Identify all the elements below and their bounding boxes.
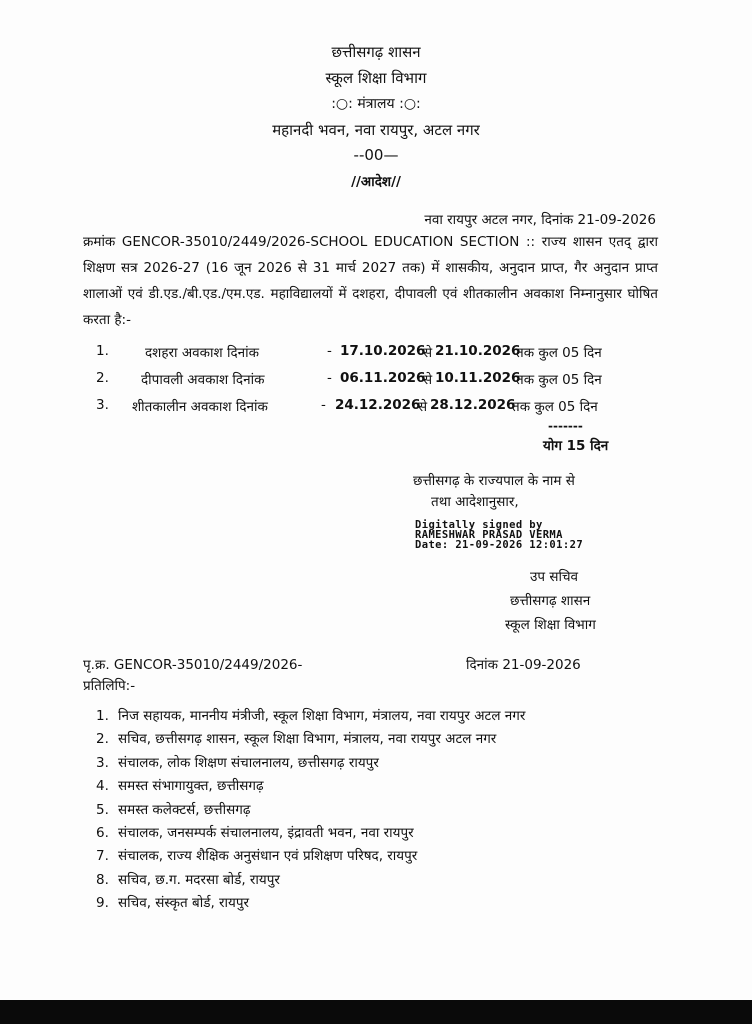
- signatory-dept-1: छत्तीसगढ़ शासन: [510, 593, 591, 609]
- digital-sig-line-2: RAMESHWAR PRASAD VERMA: [415, 529, 563, 541]
- schedule-dash: -: [327, 343, 332, 359]
- ministry-name: :○: मंत्रालय :○:: [331, 96, 421, 112]
- bottom-bar: [0, 1000, 752, 1024]
- list-item: [96, 869, 525, 892]
- list-item-num: 8.: [96, 871, 109, 888]
- list-item: [96, 752, 525, 775]
- schedule-from: 24.12.2026: [335, 397, 421, 413]
- schedule-se: से: [423, 372, 433, 388]
- list-item-num: 1.: [96, 708, 109, 724]
- list-item-text: संचालक, राज्य शैक्षिक अनुसंधान एवं प्रशिक्षण परिषद, रायपुर: [118, 848, 418, 865]
- header-divider: --00—: [353, 146, 399, 164]
- list-item-num: 4.: [96, 778, 109, 795]
- list-item-text: संचालक, जनसम्पर्क संचालनालय, इंद्रावती भवन, नवा रायपुर: [118, 824, 414, 841]
- list-item-num: 7.: [96, 848, 109, 865]
- place-date: नवा रायपुर अटल नगर, दिनांक 21-09-2026: [424, 212, 656, 228]
- governor-line-1: छत्तीसगढ़ के राज्यपाल के नाम से: [413, 473, 575, 489]
- schedule-se: से: [418, 399, 428, 415]
- list-item: [96, 775, 525, 798]
- copy-to-list: [96, 705, 525, 916]
- department-name: स्कूल शिक्षा विभाग: [325, 69, 427, 87]
- schedule-tail: तक कुल 05 दिन: [516, 372, 602, 388]
- schedule-se: से: [423, 345, 433, 361]
- endorsement-date: दिनांक 21-09-2026: [466, 657, 581, 673]
- schedule-to: 10.11.2026: [435, 370, 521, 386]
- list-item-num: 6.: [96, 824, 109, 841]
- list-item-num: 5.: [96, 801, 109, 818]
- list-item-text: निज सहायक, माननीय मंत्रीजी, स्कूल शिक्षा विभाग, मंत्रालय, नवा रायपुर अटल नगर: [118, 708, 526, 724]
- schedule-from: 06.11.2026: [340, 370, 426, 386]
- digital-sig-line-1: Digitally signed by: [415, 519, 543, 531]
- list-item-text: समस्त कलेक्टर्स, छत्तीसगढ़: [118, 801, 251, 818]
- schedule-to: 28.12.2026: [430, 397, 516, 413]
- list-item: [96, 799, 525, 822]
- list-item-num: 9.: [96, 895, 109, 912]
- copy-to-label: प्रतिलिपि:-: [83, 678, 136, 694]
- schedule-tail: तक कुल 05 दिन: [516, 345, 602, 361]
- list-item: [96, 845, 525, 868]
- list-item: [96, 728, 525, 751]
- schedule-tail: तक कुल 05 दिन: [512, 399, 598, 415]
- governor-line-2: तथा आदेशानुसार,: [431, 494, 519, 510]
- digital-sig-line-3: Date: 21-09-2026 12:01:27: [415, 539, 584, 551]
- schedule-from: 17.10.2026: [340, 343, 426, 359]
- endorsement-ref: पृ.क्र. GENCOR-35010/2449/2026-: [83, 657, 303, 673]
- total-rule: -------: [548, 419, 583, 433]
- office-address: महानदी भवन, नवा रायपुर, अटल नगर: [272, 121, 480, 139]
- list-item-num: 2.: [96, 731, 109, 748]
- list-item-text: समस्त संभागायुक्त, छत्तीसगढ़: [118, 778, 264, 795]
- schedule-to: 21.10.2026: [435, 343, 521, 359]
- schedule-label: शीतकालीन अवकाश दिनांक: [132, 399, 268, 415]
- list-item-text: सचिव, छत्तीसगढ़ शासन, स्कूल शिक्षा विभाग, मंत्रालय, नवा रायपुर अटल नगर: [118, 731, 497, 748]
- signatory-designation: उप सचिव: [530, 569, 579, 585]
- govt-name: छत्तीसगढ़ शासन: [331, 43, 421, 61]
- schedule-num: 1.: [96, 343, 109, 359]
- total-days: योग 15 दिन: [543, 438, 609, 454]
- list-item-text: सचिव, छ.ग. मदरसा बोर्ड, रायपुर: [118, 871, 280, 888]
- schedule-dash: -: [321, 397, 326, 413]
- order-title: //आदेश//: [351, 174, 401, 190]
- list-item-text: सचिव, संस्कृत बोर्ड, रायपुर: [118, 895, 250, 912]
- schedule-label: दशहरा अवकाश दिनांक: [145, 345, 260, 361]
- schedule-dash: -: [327, 370, 332, 386]
- signatory-dept-2: स्कूल शिक्षा विभाग: [505, 617, 596, 633]
- list-item-num: 3.: [96, 754, 109, 771]
- list-item-text: संचालक, लोक शिक्षण संचालनालय, छत्तीसगढ़ रायपुर: [118, 754, 379, 771]
- schedule-label: दीपावली अवकाश दिनांक: [141, 372, 265, 388]
- list-item: [96, 705, 526, 728]
- order-body: क्रमांक GENCOR-35010/2449/2026-SCHOOL EDUCATION SECTION :: राज्य शासन एतद् द्वारा शिक्षण सत्र 2026-27 (16 जून 2026 से 31 मार्च 2027 तक) में शासकीय, अनुदान प्राप्त, गैर अनुदान प्राप्त शालाओं एवं डी.एड./बी.एड./एम.एड. महाविद्यालयों में दशहरा, दीपावली एवं शीतकालीन अवकाश निम्नानुसार घोषित करता है:-: [83, 234, 658, 328]
- schedule-num: 2.: [96, 370, 109, 386]
- schedule-num: 3.: [96, 397, 109, 413]
- list-item: [96, 892, 525, 915]
- list-item: [96, 822, 525, 845]
